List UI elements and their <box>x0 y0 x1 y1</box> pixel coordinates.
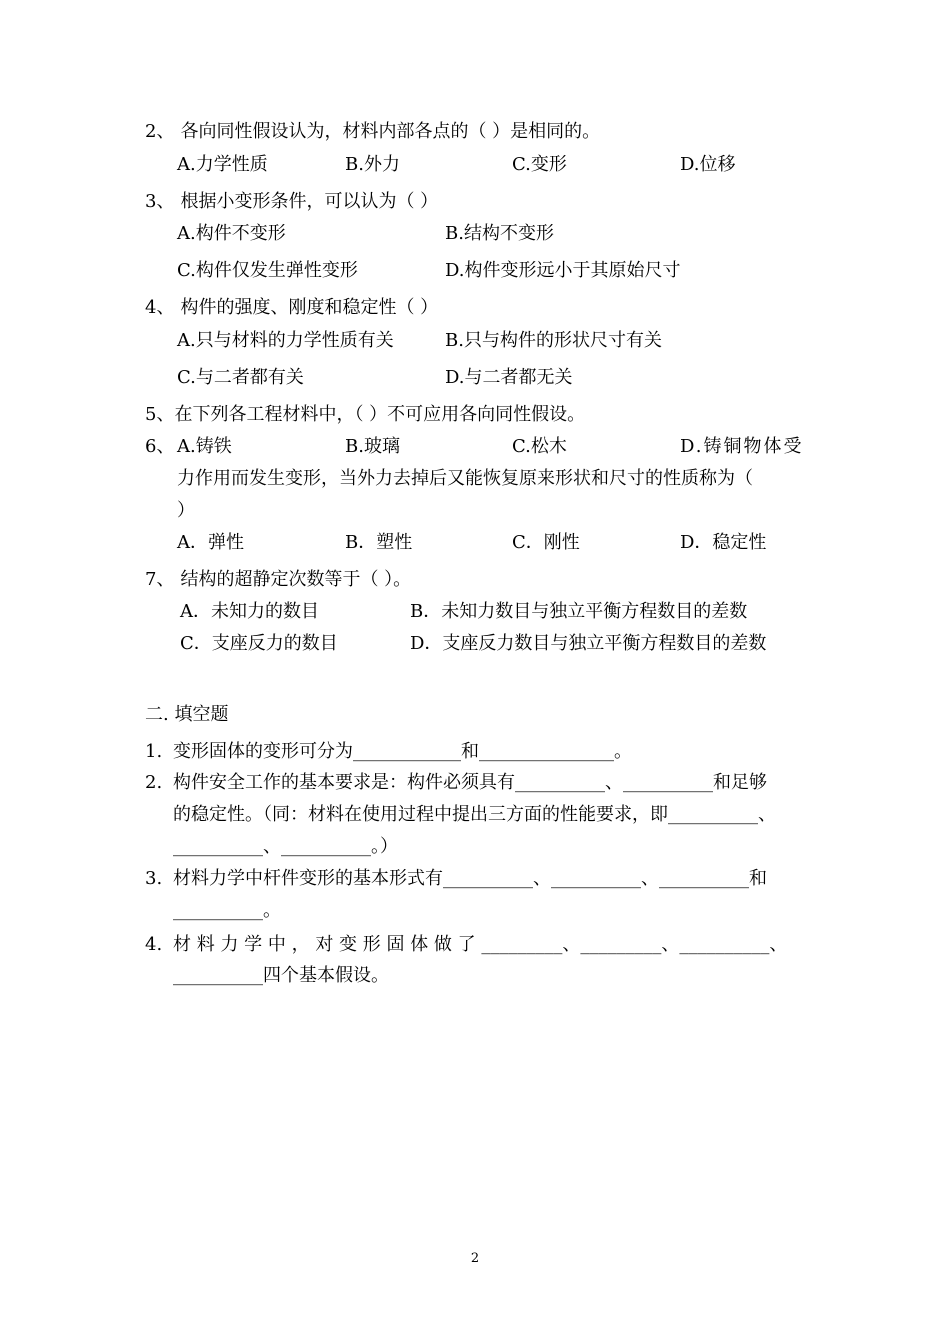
option-a: A.只与材料的力学性质有关 <box>177 330 394 351</box>
option-c: C.松木 <box>512 436 567 457</box>
option-d: D．稳定性 <box>680 532 767 553</box>
option-d: D．支座反力数目与独立平衡方程数目的差数 <box>410 633 767 654</box>
option-b: B．塑性 <box>345 532 413 553</box>
question-number: 3、 <box>145 191 175 212</box>
question-number: 2、 <box>145 121 175 142</box>
option-b: B．未知力数目与独立平衡方程数目的差数 <box>410 601 748 622</box>
question-number: 6、 <box>145 436 175 457</box>
fill-question-3-line-2: __________。 <box>173 900 281 921</box>
question-7 <box>145 568 411 592</box>
option-d: D.与二者都无关 <box>445 367 573 388</box>
option-a: A.铸铁 <box>177 436 232 457</box>
option-d: D.构件变形远小于其原始尺寸 <box>445 260 681 281</box>
option-c: C．支座反力的数目 <box>180 633 338 654</box>
question-text: 材 料 力 学 中 ， 对 变 形 固 体 做 了 _________、_________、__________、 <box>173 934 788 955</box>
option-d: D.铸铜物体受 <box>680 436 804 457</box>
question-stem: 结构的超静定次数等于（ ）。 <box>180 569 412 590</box>
question-number: 2. <box>145 772 163 793</box>
question-6-line-3: ） <box>177 500 195 521</box>
question-number: 1. <box>145 741 163 762</box>
fill-question-4-line-2: __________四个基本假设。 <box>173 965 389 986</box>
page-number: 2 <box>470 1251 480 1266</box>
question-number: 7、 <box>145 569 175 590</box>
option-b: B.玻璃 <box>345 436 400 457</box>
question-3 <box>145 190 438 214</box>
question-stem: 在下列各工程材料中，（ ）不可应用各向同性假设。 <box>174 404 586 425</box>
option-a: A．弹性 <box>177 532 244 553</box>
question-number: 4、 <box>145 297 175 318</box>
option-c: C.构件仅发生弹性变形 <box>177 260 358 281</box>
question-5 <box>145 403 585 427</box>
option-b: B.只与构件的形状尺寸有关 <box>445 330 662 351</box>
question-number: 5、 <box>145 404 175 425</box>
option-c: C．刚性 <box>512 532 580 553</box>
question-number: 4. <box>145 934 163 955</box>
question-stem: 各向同性假设认为，材料内部各点的（ ）是相同的。 <box>180 121 601 142</box>
fill-question-2-line-2: 的稳定性。（同：材料在使用过程中提出三方面的性能要求，即__________、 <box>173 804 776 825</box>
fill-question-2-line-3: __________、__________。） <box>173 836 398 857</box>
question-2 <box>145 120 600 144</box>
question-stem: 根据小变形条件，可以认为（ ） <box>180 191 439 212</box>
option-d: D.位移 <box>680 154 736 175</box>
question-text: 材料力学中杆件变形的基本形式有__________、__________、__________和 <box>173 868 767 889</box>
option-a: A.力学性质 <box>177 154 268 175</box>
option-c: C.变形 <box>512 154 567 175</box>
question-4 <box>145 296 438 320</box>
option-a: A．未知力的数目 <box>180 601 319 622</box>
question-text: 变形固体的变形可分为____________和_______________。 <box>173 741 632 762</box>
question-text: 构件安全工作的基本要求是：构件必须具有__________、__________和足够 <box>173 772 767 793</box>
option-a: A.构件不变形 <box>177 223 286 244</box>
option-b: B.外力 <box>345 154 400 175</box>
option-c: C.与二者都有关 <box>177 367 304 388</box>
question-stem: 构件的强度、刚度和稳定性（ ） <box>180 297 439 318</box>
question-number: 3. <box>145 868 163 889</box>
section-title-fill-in: 二. 填空题 <box>145 704 229 725</box>
question-6-line-2: 力作用而发生变形，当外力去掉后又能恢复原来形状和尺寸的性质称为（ <box>177 468 753 489</box>
option-b: B.结构不变形 <box>445 223 554 244</box>
